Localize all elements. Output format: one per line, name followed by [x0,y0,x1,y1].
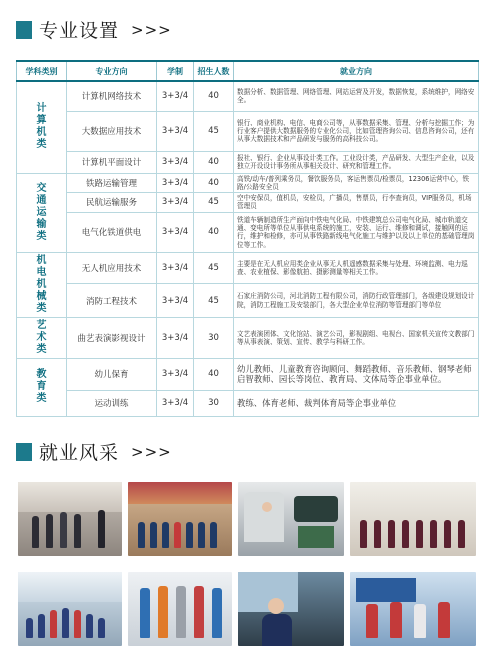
section-arrows: >>> [131,442,172,461]
section-marker-icon [16,443,32,461]
photo-group-pose [18,572,122,646]
duration: 3+3/4 [157,173,194,192]
section-header-employment [16,438,172,465]
major-name: 无人机应用技术 [67,252,157,283]
employment: 报社、银行、企业从事设计类工作。工业设计类，产品研发、大型生产企业，以及独立开设设计事务所从事相关设计、研究和管理工作。 [234,151,479,173]
enroll-count: 40 [194,151,234,173]
table-row [17,358,479,390]
photo-train-driver [238,572,344,646]
header-major: 专业方向 [67,61,157,81]
table-row [17,317,479,358]
employment: 幼儿教师、儿童教育咨询顾问、舞蹈教师、音乐教师、钢琴老师启智教师、园长等岗位、教育局、文体局等企事业单位。 [234,358,479,390]
enroll-count: 40 [194,212,234,252]
duration: 3+3/4 [157,252,194,283]
photo-airport-service [350,572,476,646]
table-row [17,252,479,283]
header-employment: 就业方向 [234,61,479,81]
enroll-count: 45 [194,111,234,151]
major-name: 大数据应用技术 [67,111,157,151]
enroll-count: 40 [194,173,234,192]
duration: 3+3/4 [157,317,194,358]
employment: 银行、商业机构、电信、电商公司等，从事数据采集、管理、分析与挖掘工作；为行业客户提供大数据服务的专业化公司，比如管理咨询公司、信息咨询公司，还有从事大数据技术和产品研发与服务的高科技公司。 [234,111,479,151]
major-name: 运动训练 [67,390,157,416]
table-header-row [17,61,479,81]
category-transport: 交通运输类 [17,173,67,252]
employment: 高铁/动车/普列乘务员，餐饮服务员，客运售票员/检票员，12306运营中心，铁路/公路安全员 [234,173,479,192]
category-mech: 机电机械类 [17,252,67,317]
photo-flight-attendants [128,572,232,646]
duration: 3+3/4 [157,151,194,173]
header-count: 招生人数 [194,61,234,81]
header-category: 学科类别 [17,61,67,81]
section-title: 就业风采 [39,442,120,464]
major-name: 铁路运输管理 [67,173,157,192]
table-row [17,212,479,252]
major-name: 幼儿保育 [67,358,157,390]
table-row [17,192,479,212]
employment: 石家庄消防公司，河北消防工程有限公司，消防行政管理部门，各级建设规划设计院，消防工程施工及安装部门，各大型企业单位消防等管理部门等单位 [234,284,479,318]
photo-train-cockpit [238,482,344,556]
duration: 3+3/4 [157,81,194,111]
section-arrows: >>> [131,20,172,39]
enroll-count: 45 [194,284,234,318]
employment: 铁道车辆制造所生产面向中铁电气化局、中铁建筑总公司电气化局、城市轨道交通、变电所等单位从事供电系统的施工，安装、运行、维修和调试，接触网的运行，维护和检修，亦可从事铁路新线电气化施工与维护以及以上单位的基础管理岗位等工作。 [234,212,479,252]
table-row [17,151,479,173]
enroll-count: 45 [194,252,234,283]
duration: 3+3/4 [157,192,194,212]
employment: 教练、体育老师、裁判体育局等企事业单位 [234,390,479,416]
section-title: 专业设置 [39,20,120,42]
major-name: 计算机网络技术 [67,81,157,111]
table-row [17,81,479,111]
enroll-count: 30 [194,317,234,358]
header-duration: 学制 [157,61,194,81]
enroll-count: 30 [194,390,234,416]
duration: 3+3/4 [157,284,194,318]
enroll-count: 45 [194,192,234,212]
employment: 数据分析、数据管理、网络管理、网站运营及开发，数据恢复，系统维护，网络安全。 [234,81,479,111]
major-name: 民航运输服务 [67,192,157,212]
enroll-count: 40 [194,81,234,111]
majors-table [16,60,479,417]
category-computer: 计算机类 [17,81,67,173]
table-row [17,284,479,318]
table-row [17,390,479,416]
major-name: 消防工程技术 [67,284,157,318]
section-marker-icon [16,21,32,39]
major-name: 曲艺表演影视设计 [67,317,157,358]
employment: 文艺表演团体、文化馆站、演艺公司，影视剧组、电视台、国家机关宣传文教部门等从事表演、策划、宣传、教学与科研工作。 [234,317,479,358]
duration: 3+3/4 [157,111,194,151]
category-edu: 教育类 [17,358,67,416]
enroll-count: 40 [194,358,234,390]
photo-attendants-station [18,482,122,556]
duration: 3+3/4 [157,212,194,252]
photo-airline-crew [128,482,232,556]
table-row [17,111,479,151]
duration: 3+3/4 [157,358,194,390]
photo-rail-staff-line [350,482,476,556]
employment: 空中安保员，值机员，安检员，广播员，售票员，行李查询员，VIP服务员，机场管理员 [234,192,479,212]
category-art: 艺术类 [17,317,67,358]
duration: 3+3/4 [157,390,194,416]
employment: 主要是在无人机应用类企业从事无人机遥感数据采集与处理、环境监测、电力巡查、农业植保、影像航拍、摄影测量等相关工作。 [234,252,479,283]
table-row [17,173,479,192]
major-name: 计算机平面设计 [67,151,157,173]
section-header-majors [16,16,172,43]
major-name: 电气化铁道供电 [67,212,157,252]
